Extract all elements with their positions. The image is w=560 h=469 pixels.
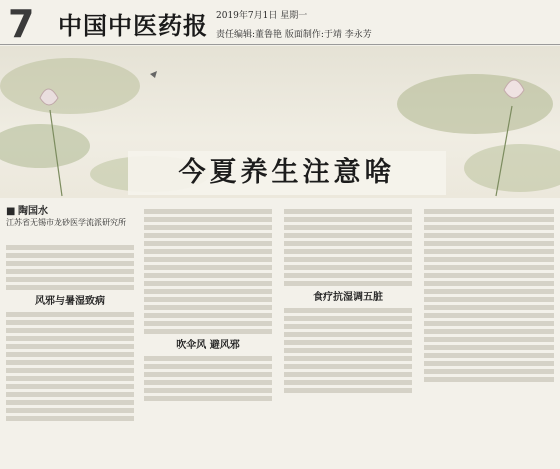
body-text-line [144,313,272,318]
body-text-line [284,364,412,369]
body-text-line [424,217,554,222]
body-text-line [6,352,134,357]
body-text-line [284,273,412,278]
body-text-line [424,321,554,326]
body-text-line [144,372,272,377]
editors-line: 责任编辑:董鲁艳 版面制作:于靖 李永芳 [216,30,372,40]
body-text-line [284,241,412,246]
body-text-line [284,217,412,222]
body-text-line [424,281,554,286]
body-text-line [284,257,412,262]
body-text-line [284,356,412,361]
body-text-line [284,249,412,254]
body-text-line [284,233,412,238]
body-text-line [284,332,412,337]
body-text-line [424,297,554,302]
body-text-line [6,277,134,282]
body-text-line [6,360,134,365]
banner-illustration [0,46,560,198]
body-text-line [6,344,134,349]
headline: 今夏养生注意啥 [128,151,446,195]
body-text-line [144,305,272,310]
body-text-line [144,396,272,401]
issue-date: 2019年7月1日 星期一 [216,11,308,21]
body-text-line [424,345,554,350]
body-text-line [144,329,272,334]
body-text-line [144,356,272,361]
body-text-line [284,380,412,385]
body-text-line [144,273,272,278]
body-text-line [424,361,554,366]
byline: ■ 陶国水 江苏省无锡市龙砂医学流派研究所 [6,206,126,227]
body-text-line [424,241,554,246]
body-text-line [144,217,272,222]
body-text-line [6,312,134,317]
body-text-line [424,273,554,278]
body-text-line [6,245,134,250]
body-text-line [144,297,272,302]
body-text-line [144,281,272,286]
body-text-line [424,225,554,230]
body-text-line [6,416,134,421]
body-text-line [144,380,272,385]
masthead [0,0,560,45]
body-text-line [424,257,554,262]
body-text-line [6,408,134,413]
body-text-line [144,321,272,326]
body-text-line [6,384,134,389]
body-text-line [284,316,412,321]
body-text-line [144,225,272,230]
body-text-line [424,337,554,342]
body-text-line [284,265,412,270]
body-text-line [284,308,412,313]
body-text-line [284,340,412,345]
body-text-line [6,400,134,405]
body-text-line [284,388,412,393]
body-text-line [6,261,134,266]
body-text-line [424,265,554,270]
body-text-line [144,257,272,262]
newspaper-name: 中国中医药报 [58,11,208,40]
body-text-line [6,253,134,258]
body-text-line [6,336,134,341]
column-1 [6,242,134,424]
body-text-line [6,269,134,274]
body-text-line [144,249,272,254]
author-name: 陶国水 [18,206,48,217]
body-text-line [284,348,412,353]
body-text-line [144,265,272,270]
subhead-3: 食疗抗湿调五脏 [313,292,383,303]
body-text-line [144,364,272,369]
body-text-line [284,281,412,286]
page-number: 7 [8,2,35,46]
body-text-line [424,209,554,214]
column-3 [284,206,412,396]
body-text-line [144,241,272,246]
body-text-line [424,353,554,358]
body-text-line [424,377,554,382]
subhead-2: 吹伞风 避风邪 [176,340,240,351]
subhead-1: 风邪与暑湿致病 [35,296,105,307]
body-text-line [424,369,554,374]
body-text-line [424,313,554,318]
column-4 [424,206,554,385]
body-text-line [284,372,412,377]
body-text-line [6,392,134,397]
body-text-line [424,249,554,254]
body-text-line [6,368,134,373]
body-text-line [284,225,412,230]
body-text-line [424,233,554,238]
body-text-line [6,285,134,290]
body-text-line [424,305,554,310]
body-text-line [144,233,272,238]
column-2 [144,206,272,404]
body-text-line [6,376,134,381]
body-text-line [144,388,272,393]
body-text-line [6,320,134,325]
author-affiliation: 江苏省无锡市龙砂医学流派研究所 [6,218,126,227]
body-text-line [144,289,272,294]
body-text-line [284,209,412,214]
body-text-line [284,324,412,329]
body-text-line [144,209,272,214]
body-text-line [424,329,554,334]
body-text-line [424,289,554,294]
body-text-line [6,328,134,333]
